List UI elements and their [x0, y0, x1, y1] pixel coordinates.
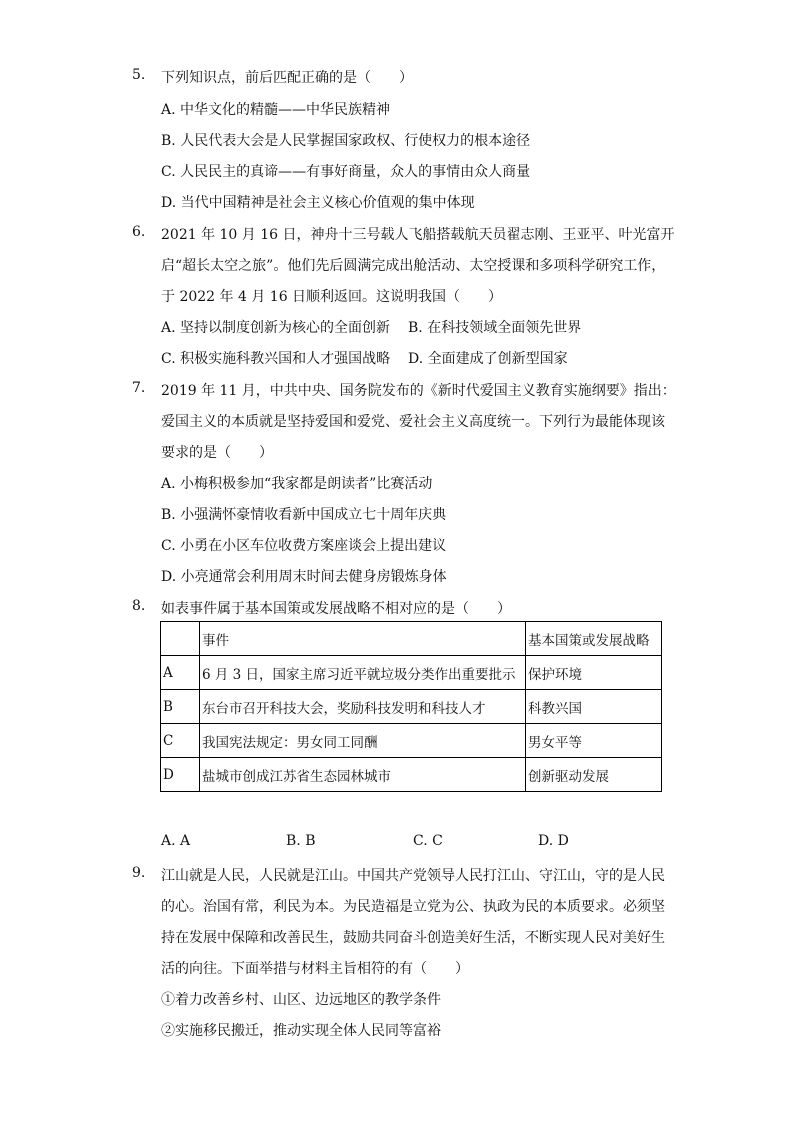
question-8-number: 8.: [132, 598, 146, 614]
question-8-option-c: C. C: [413, 833, 443, 849]
table-cell: 科教兴国: [526, 690, 662, 724]
table-row: [161, 690, 662, 724]
question-5-option-d: D. 当代中国精神是社会主义核心价值观的集中体现: [161, 195, 475, 211]
question-9-stem-line-3: 持在发展中保障和改善民生，鼓励共同奋斗创造美好生活，不断实现人民对美好生: [161, 930, 665, 946]
question-5-option-c: C. 人民民主的真谛——有事好商量，众人的事情由众人商量: [161, 164, 531, 180]
table-header-cell: [161, 622, 200, 656]
question-9-stem-line-2: 的心。治国有常，利民为本。为民造福是立党为公、执政为民的本质要求。必须坚: [161, 899, 665, 915]
table-cell: 东台市召开科技大会，奖励科技发明和科技人才: [200, 690, 526, 724]
table-cell: 创新驱动发展: [526, 758, 662, 792]
question-8-option-a: A. A: [161, 833, 191, 849]
question-6-stem-line-2: 启“超长太空之旅”。他们先后圆满完成出舱活动、太空授课和多项科学研究工作，: [161, 258, 666, 274]
table-cell: 我国宪法规定：男女同工同酬: [200, 724, 526, 758]
question-7-option-d: D. 小亮通常会利用周末时间去健身房锻炼身体: [161, 569, 447, 585]
question-9-stem-line-4: 活的向往。下面举措与材料主旨相符的有（ ）: [161, 961, 469, 977]
question-6-option-d: D. 全面建成了创新型国家: [408, 351, 568, 367]
question-7-option-b: B. 小强满怀豪情收看新中国成立七十周年庆典: [161, 507, 447, 523]
question-6-stem-line-3: 于 2022 年 4 月 16 日顺利返回。这说明我国（ ）: [161, 289, 503, 305]
question-7-number: 7.: [132, 380, 146, 396]
table-row: [161, 656, 662, 690]
table-row: [161, 758, 662, 792]
table-cell: D: [161, 758, 200, 792]
question-9-number: 9.: [132, 865, 146, 881]
question-9-option-1: ①着力改善乡村、山区、边远地区的教学条件: [161, 992, 441, 1008]
question-7-option-a: A. 小梅积极参加“我家都是朗读者”比赛活动: [161, 476, 433, 492]
table-cell: 6 月 3 日，国家主席习近平就垃圾分类作出重要批示: [200, 656, 526, 690]
table-cell: A: [161, 656, 200, 690]
table-cell: B: [161, 690, 200, 724]
question-6-stem-line-1: 2021 年 10 月 16 日，神舟十三号载人飞船搭载航天员翟志刚、王亚平、叶光富开: [161, 227, 675, 243]
table-cell: 保护环境: [526, 656, 662, 690]
question-6-number: 6.: [132, 224, 146, 240]
question-6-option-c: C. 积极实施科教兴国和人才强国战略: [161, 351, 391, 367]
question-5-option-b: B. 人民代表大会是人民掌握国家政权、行使权力的根本途径: [161, 133, 531, 149]
table-cell: C: [161, 724, 200, 758]
question-5-option-a: A. 中华文化的精髓——中华民族精神: [161, 102, 391, 118]
question-7-stem-line-1: 2019 年 11 月，中共中央、国务院发布的《新时代爱国主义教育实施纲要》指出：: [161, 383, 676, 399]
table-header-cell: 事件: [200, 622, 526, 656]
question-8-option-b: B. B: [286, 833, 316, 849]
question-9-stem-line-1: 江山就是人民，人民就是江山。中国共产党领导人民打江山、守江山，守的是人民: [161, 868, 665, 884]
question-6-option-a: A. 坚持以制度创新为核心的全面创新: [161, 320, 391, 336]
question-5-number: 5.: [132, 67, 146, 83]
table-cell: 男女平等: [526, 724, 662, 758]
question-8-table: [160, 621, 662, 792]
question-8-stem: 如表事件属于基本国策或发展战略不相对应的是（ ）: [161, 601, 511, 617]
question-6-option-b: B. 在科技领域全面领先世界: [408, 320, 582, 336]
table-cell: 盐城市创成江苏省生态园林城市: [200, 758, 526, 792]
question-7-stem-line-3: 要求的是（ ）: [161, 445, 273, 461]
question-8-option-d: D. D: [538, 833, 569, 849]
table-header-cell: 基本国策或发展战略: [526, 622, 662, 656]
table-row: [161, 724, 662, 758]
question-7-option-c: C. 小勇在小区车位收费方案座谈会上提出建议: [161, 538, 447, 554]
question-5-stem: 下列知识点，前后匹配正确的是（ ）: [161, 70, 413, 86]
table-header-row: [161, 622, 662, 656]
question-9-option-2: ②实施移民搬迁，推动实现全体人民同等富裕: [161, 1023, 441, 1039]
question-7-stem-line-2: 爱国主义的本质就是坚持爱国和爱党、爱社会主义高度统一。下列行为最能体现该: [161, 414, 665, 430]
